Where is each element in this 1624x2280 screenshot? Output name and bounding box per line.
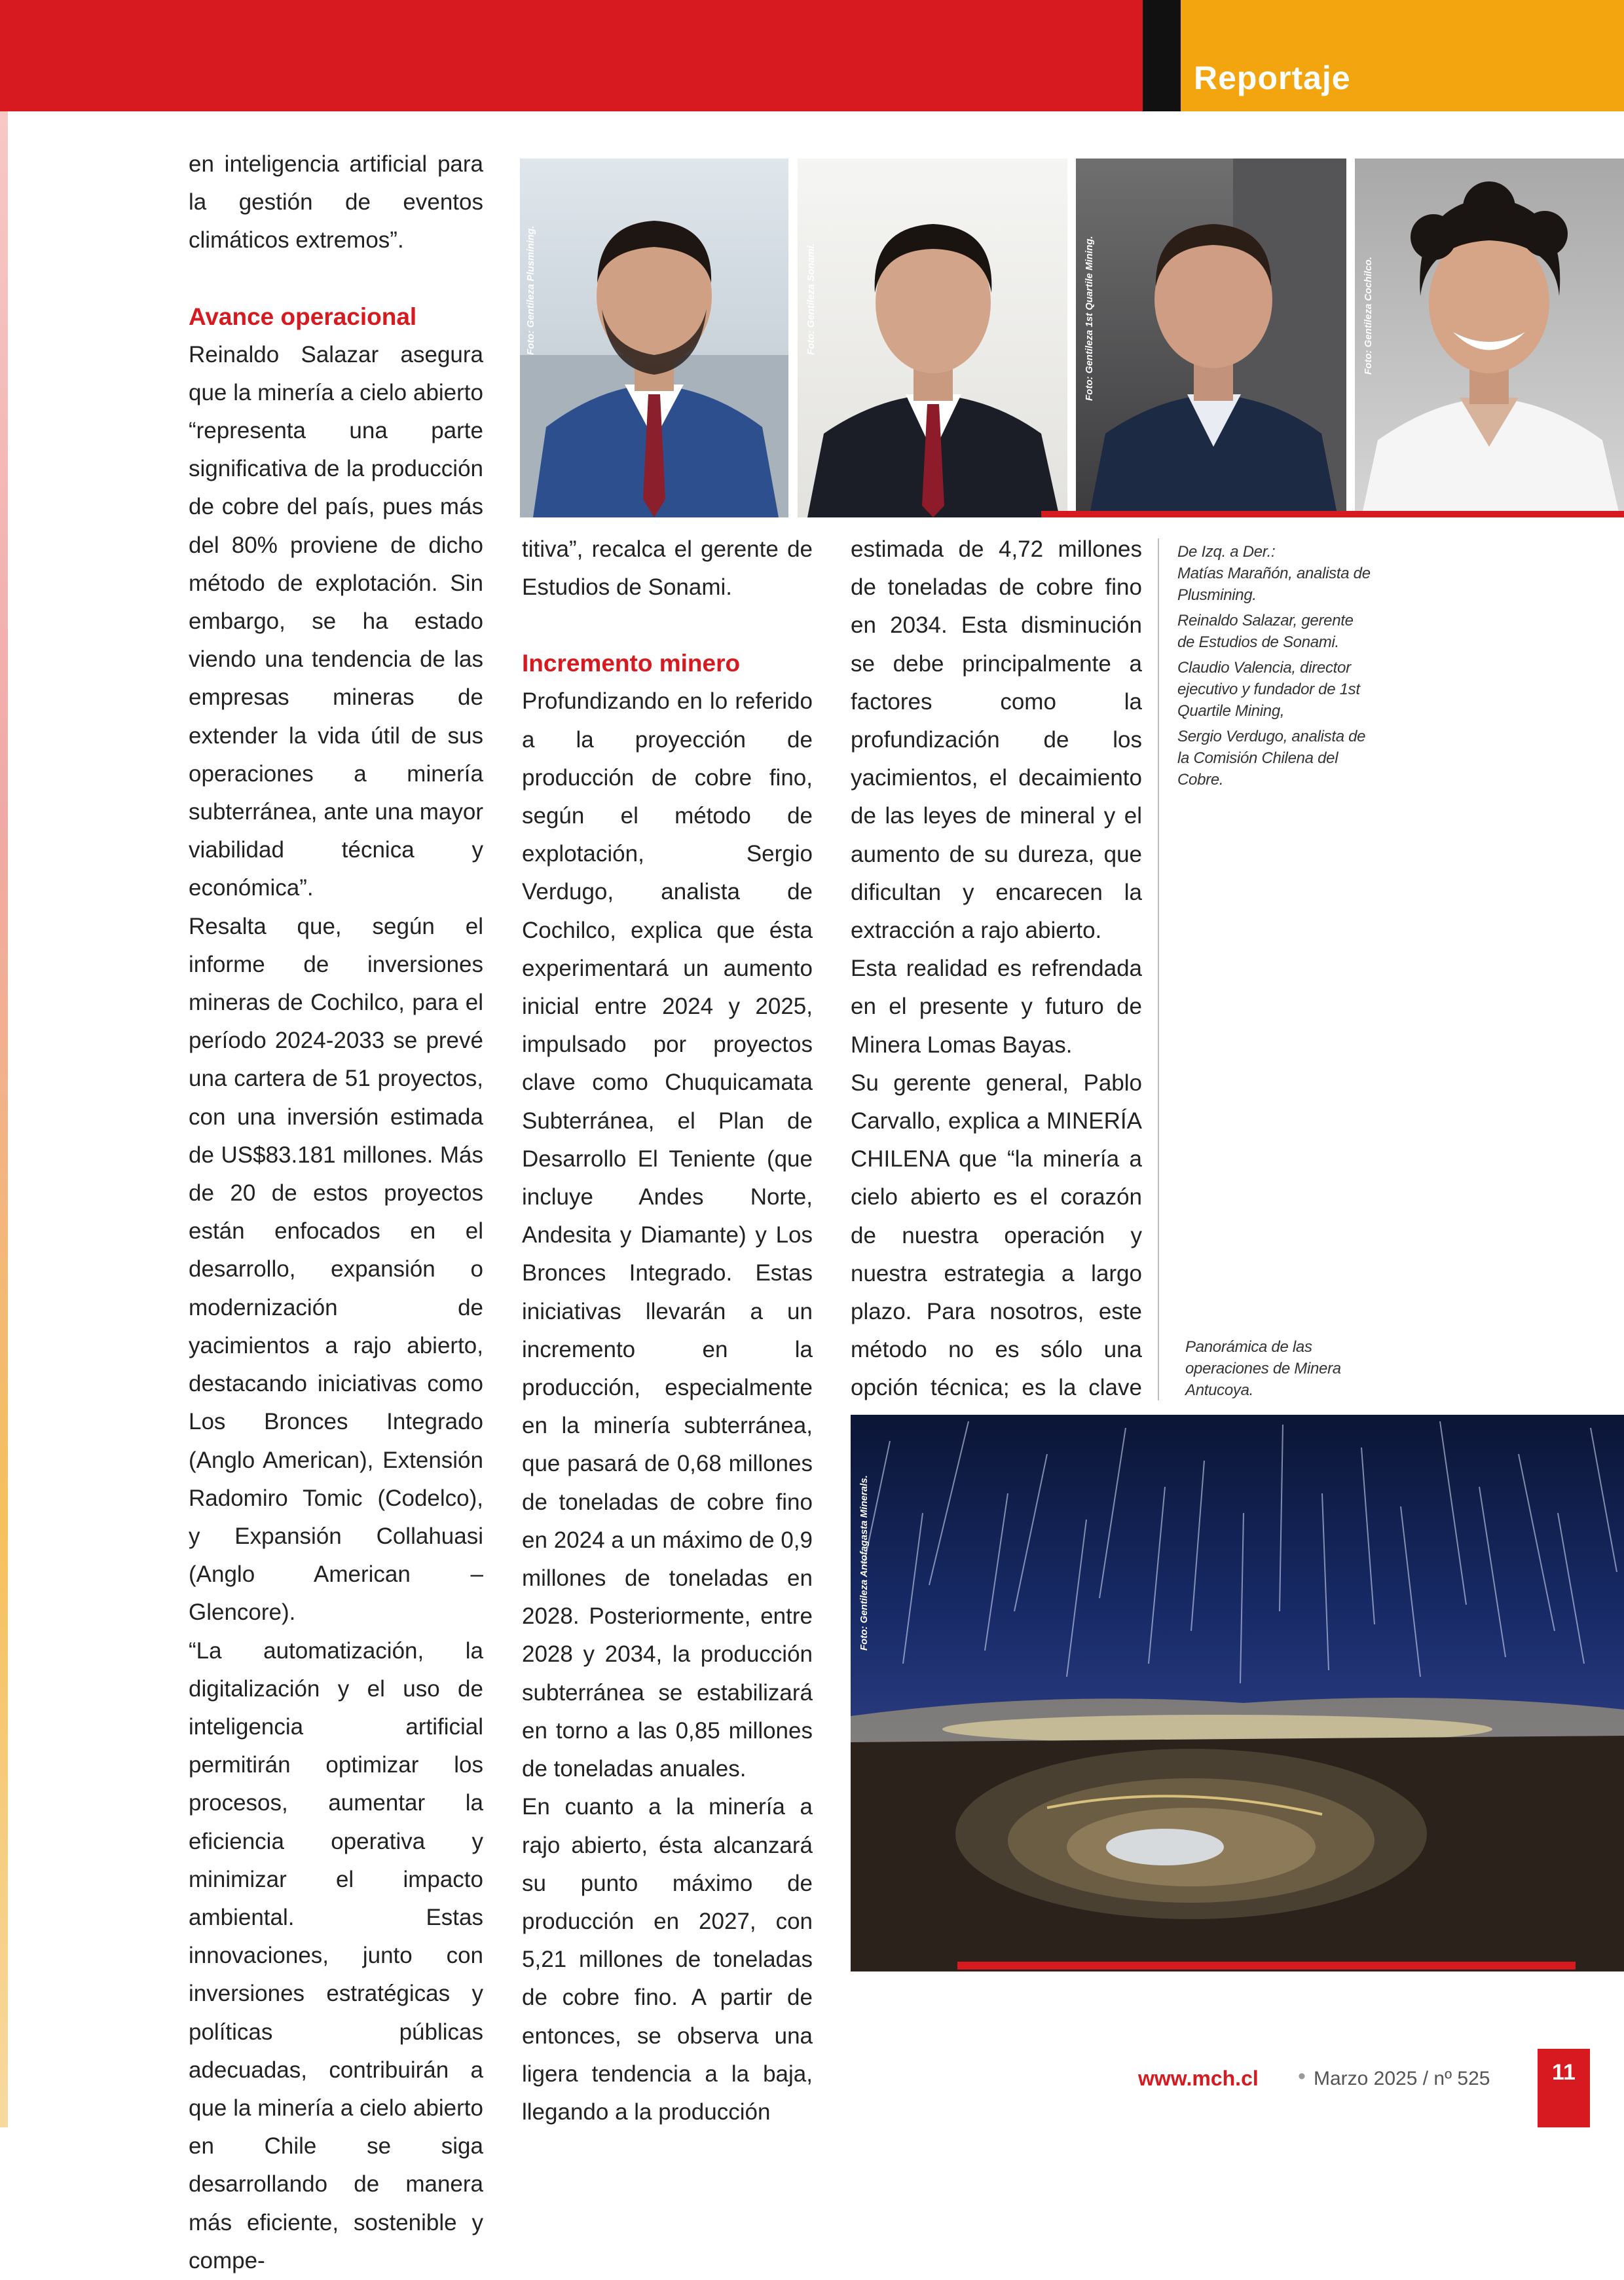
- caption-portrait-4: Sergio Verdugo, analista de la Comisión Chilena del Cobre.: [1177, 728, 1366, 789]
- portrait-photo-sonami: [798, 159, 1067, 517]
- portrait-illustration: [798, 159, 1067, 517]
- section-label: Reportaje: [1194, 60, 1351, 96]
- portraits-accent-bar: [1041, 511, 1624, 517]
- mine-accent-bar: [957, 1962, 1576, 1970]
- photo-credit: Foto: Gentileza 1st Quartile Mining.: [1084, 236, 1095, 401]
- portrait-photo-1st-quartile: [1076, 159, 1346, 517]
- portraits-caption: [1177, 541, 1374, 794]
- photo-credit: Foto: Gentileza Sonami.: [805, 243, 817, 355]
- caption-portrait-3: Claudio Valencia, director ejecutivo y fundador de 1st Quartile Mining,: [1177, 659, 1360, 720]
- caption-portrait-2: Reinaldo Salazar, gerente de Estudios de Sonami.: [1177, 612, 1354, 651]
- mine-caption: [1185, 1336, 1369, 1405]
- caption-divider: [1158, 538, 1159, 1400]
- paragraph: En cuanto a la minería a rajo abierto, ésta alcanzará su punto máximo de producción en 2027, con 5,21 millones de toneladas de cobre fino. A partir de entonces, se observa una ligera tendencia a la baja, llegando a la producción: [522, 1794, 813, 2125]
- portrait-illustration: [520, 159, 788, 517]
- portrait-illustration: [1076, 159, 1346, 517]
- portrait-photo-cochilco: [1355, 159, 1624, 517]
- paragraph: Resalta que, según el informe de inversiones mineras de Cochilco, para el período 2024-2033 se prevé una cartera de 51 proyectos, con una inversión estimada de US$83.181 millones. Más de 20 de estos proyectos están enfocados en el desarrollo, expansión o modernización de yacimientos a rajo abierto, destacando iniciativas como Los Bronces Integrado (Anglo American), Extensión Radomiro Tomic (Codelco), y Expansión Collahuasi (Anglo American – Glencore).: [189, 913, 483, 1626]
- portrait-illustration: [1355, 159, 1624, 517]
- page-edge-gradient: [0, 111, 8, 2127]
- article-column-1: [189, 145, 483, 2280]
- subheading-avance-operacional: Avance operacional: [189, 303, 417, 330]
- subheading-incremento-minero: Incremento minero: [522, 650, 741, 677]
- caption-portrait-1: Matías Marañón, analista de Plusmining.: [1177, 565, 1371, 604]
- photo-credit: Foto: Gentileza Cochilco.: [1363, 256, 1374, 375]
- paragraph: Profundizando en lo referido a la proyección de producción de cobre fino, según el método de explotación, Sergio Verdugo, analista de Cochilco, explica que ésta experimentará un aumento inicial entre 2024 y 2025, impulsado por proyectos clave como Chuquicamata Subterránea, el Plan de Desarrollo El Teniente (que incluye Andes Norte, Andesita y Diamante) y Los Bronces Integrado. Estas iniciativas llevarán a un incremento en la producción, especialmente en la minería subterránea, que pasará de 0,68 millones de toneladas de cobre fino en 2024 a un máximo de 0,9 millones de toneladas en 2028. Posteriormente, entre 2028 y 2034, la producción subterránea se estabilizará en torno a las 0,85 millones de toneladas anuales.: [522, 688, 813, 1782]
- paragraph: estimada de 4,72 millones de toneladas de cobre fino en 2034. Esta disminución se debe principalmente a factores como la profundización de los yacimientos, el decaimiento de las leyes de mineral y el aumento de su dureza, que dificultan y encarecen la extracción a rajo abierto.: [851, 536, 1142, 944]
- photo-credit: Foto: Gentileza Plusmining.: [525, 225, 536, 355]
- footer-website-link[interactable]: www.mch.cl: [1138, 2066, 1259, 2090]
- paragraph: Esta realidad es refrendada en el presente y futuro de Minera Lomas Bayas.: [851, 956, 1142, 1058]
- caption-intro: De Izq. a Der.:: [1177, 543, 1276, 561]
- footer-separator: •: [1298, 2064, 1306, 2089]
- paragraph: titiva”, recalca el gerente de Estudios de Sonami.: [522, 536, 813, 601]
- page-number: 11: [1552, 2060, 1576, 2085]
- paragraph: “La automatización, la digitalización y el uso de inteligencia artificial permitirán optimizar los procesos, aumentar la eficiencia operativa y minimizar el impacto ambiental. Estas innovaciones, junto con inversiones estratégicas y políticas públicas adecuadas, contribuirán a que la minería a cielo abierto en Chile se siga desarrollando de manera más eficiente, sostenible y compe-: [189, 1637, 483, 2273]
- article-column-3: [851, 531, 1142, 1484]
- header-black-stripe: [1143, 0, 1181, 111]
- header-red-band: [0, 0, 1143, 111]
- photo-credit: Foto: Gentileza Antofagasta Minerals.: [858, 1475, 870, 1651]
- caption-mine-text: Panorámica de las operaciones de Minera Antucoya.: [1185, 1338, 1341, 1399]
- footer-issue-date: Marzo 2025 / nº 525: [1314, 2068, 1490, 2089]
- article-column-2: [522, 531, 813, 2131]
- mine-illustration: [851, 1415, 1624, 1972]
- paragraph: Reinaldo Salazar asegura que la minería a cielo abierto “representa una parte significativa de la producción de cobre del país, pues más del 80% proviene de dicho método de explotación. Sin embargo, se ha estado viendo una tendencia de las empresas mineras de extender la vida útil de sus operaciones a minería subterránea, ante una mayor viabilidad técnica y económica”.: [189, 341, 483, 901]
- paragraph: Su gerente general, Pablo Carvallo, explica a MINERÍA CHILENA que “la minería a cielo abierto es el corazón de nuestra operación y nuestra estrategia a largo plazo. Para nosotros, este método no es sólo una opción técnica; es la clave: [851, 1070, 1142, 1401]
- portrait-photo-plusmining: [520, 159, 788, 517]
- paragraph: en inteligencia artificial para la gestión de eventos climáticos extremos”.: [189, 151, 483, 253]
- mine-night-photo: [851, 1415, 1624, 1972]
